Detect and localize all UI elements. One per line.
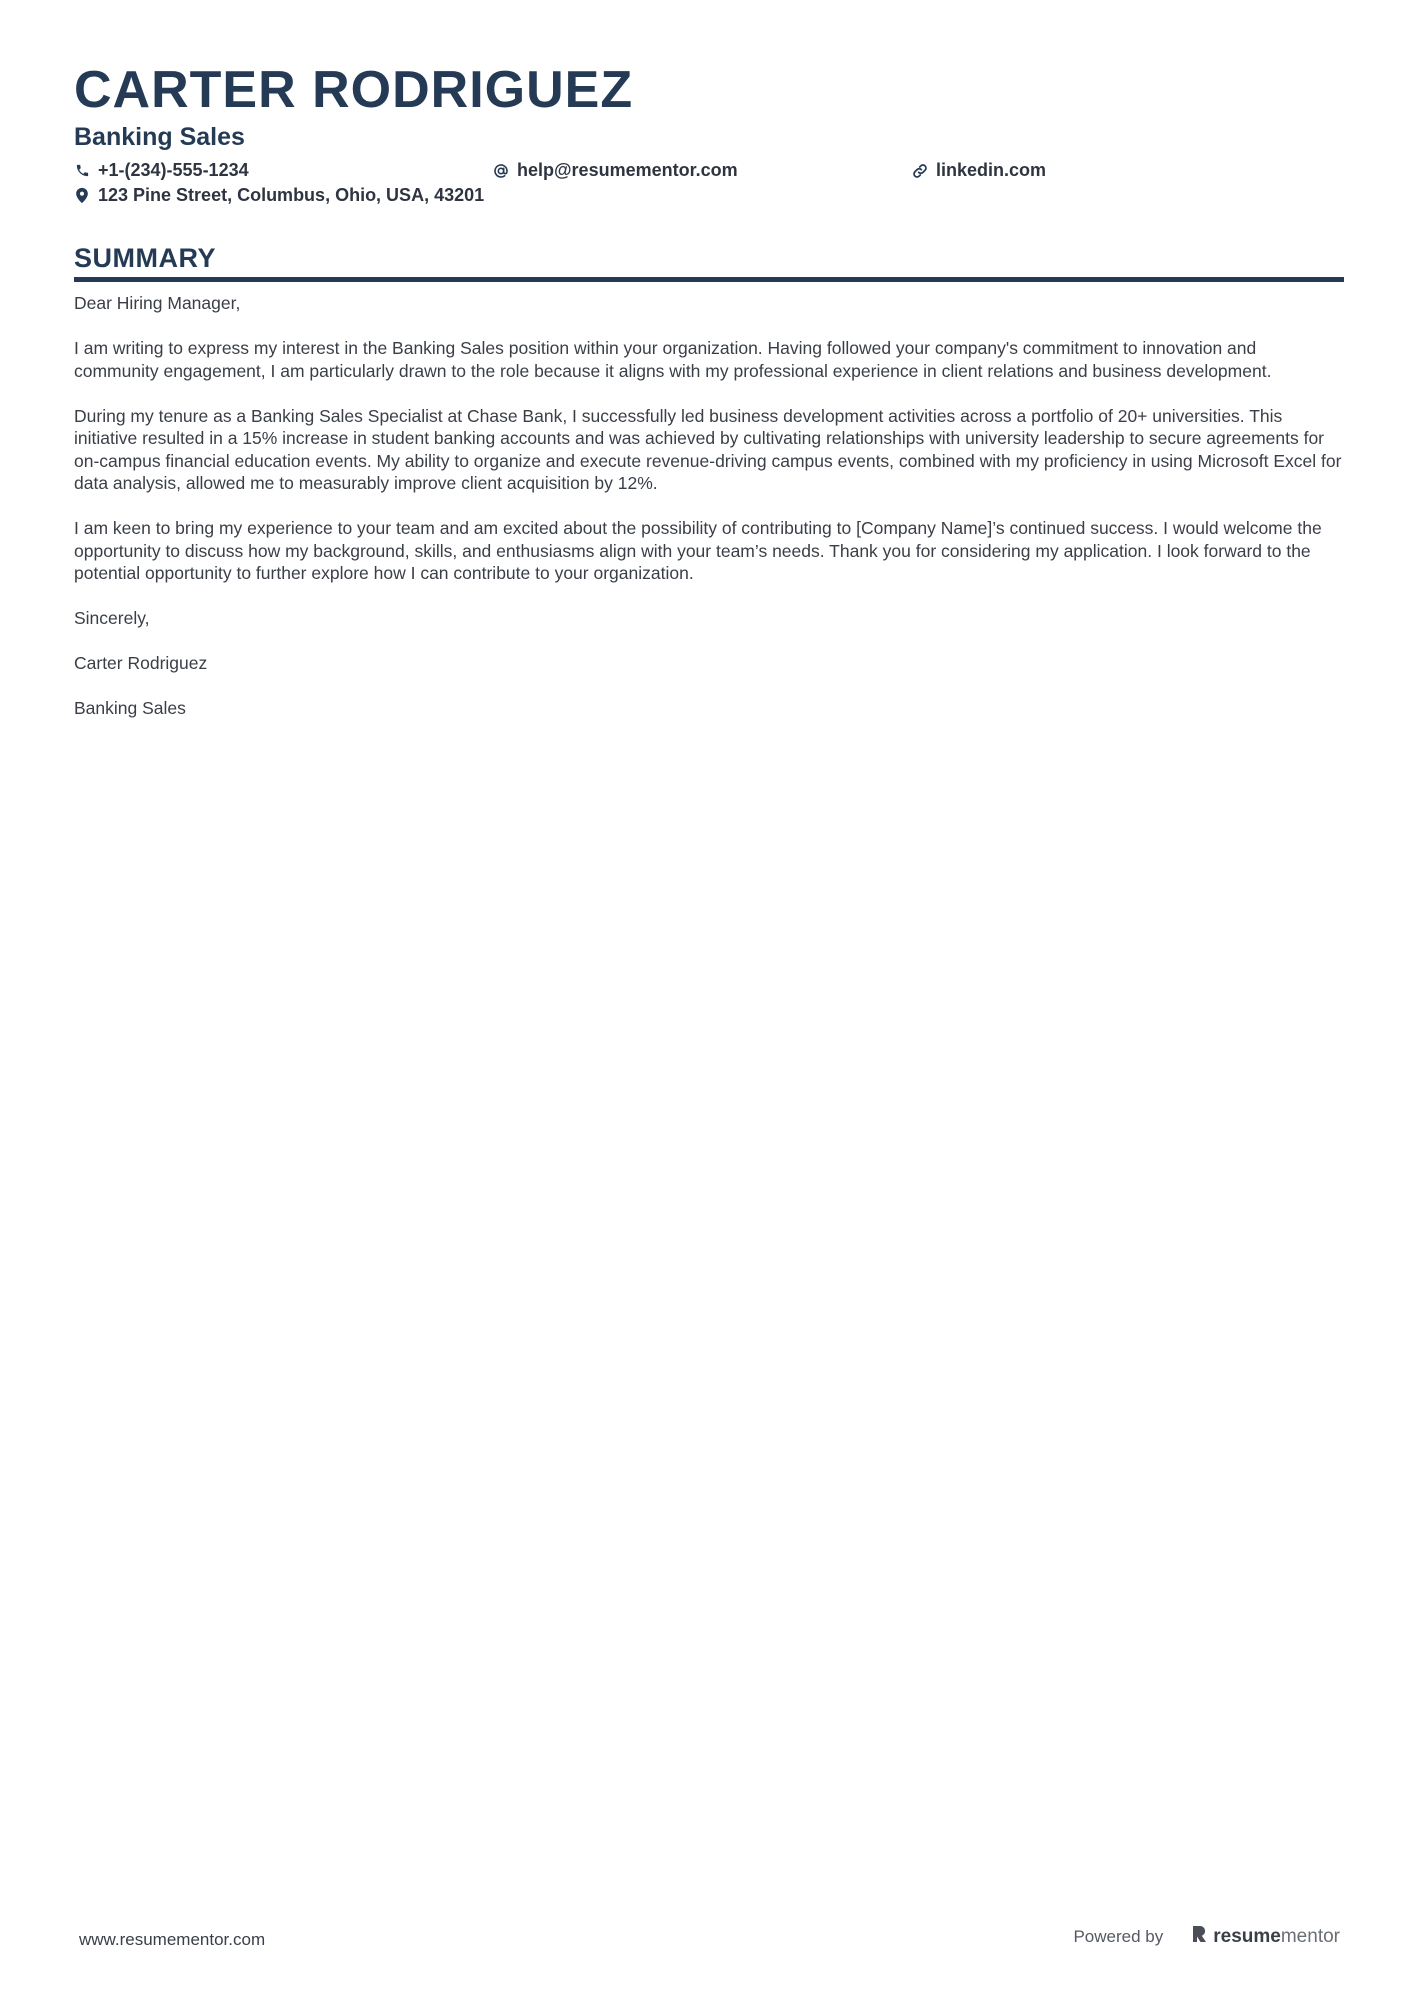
email-text[interactable]: help@resumementor.com — [517, 160, 738, 180]
linkedin-text[interactable]: linkedin.com — [936, 160, 1047, 180]
signature-role: Banking Sales — [74, 698, 186, 718]
contact-address — [74, 185, 484, 206]
footer-website[interactable]: www.resumementor.com — [79, 1930, 266, 1949]
footer-powered-by — [1073, 1924, 1340, 1950]
contact-email — [493, 160, 912, 181]
candidate-role: Banking Sales — [74, 123, 245, 151]
phone-text[interactable]: +1-(234)-555-1234 — [98, 160, 249, 180]
contact-row-2 — [74, 183, 1344, 208]
contact-linkedin — [912, 160, 1046, 181]
candidate-name: CARTER RODRIGUEZ — [74, 61, 634, 119]
brand-name-bold: resume — [1213, 1926, 1281, 1947]
powered-by-label: Powered by — [1073, 1927, 1164, 1946]
signature-name: Carter Rodriguez — [74, 653, 208, 673]
contact-row-1 — [74, 158, 1344, 183]
link-icon — [912, 163, 928, 179]
letter-closing: Sincerely, — [74, 608, 150, 628]
brand-logo[interactable] — [1191, 1924, 1340, 1950]
letter-paragraph: During my tenure as a Banking Sales Specialist at Chase Bank, I successfully led business development activities across a portfolio of 20+ universities. This initiative resulted in a 15% increase in student banking accounts and was achieved by cultivating relationships with university leadership to secure agreements for on-campus financial education events. My ability to organize and execute revenue-driving campus events, combined with my proficiency in using Microsoft Excel for data analysis, allowed me to measurably improve client acquisition by 12%. — [74, 405, 1342, 493]
location-pin-icon — [74, 188, 90, 204]
brand-mark-icon — [1191, 1924, 1207, 1950]
section-title-summary: SUMMARY — [74, 243, 216, 273]
address-text: 123 Pine Street, Columbus, Ohio, USA, 43201 — [98, 185, 485, 205]
at-icon — [493, 163, 509, 179]
brand-name-light: mentor — [1280, 1926, 1340, 1947]
cover-letter-page — [74, 58, 1344, 742]
letter-body — [74, 292, 1344, 720]
phone-icon — [74, 163, 90, 179]
contact-phone — [74, 160, 493, 181]
letter-greeting: Dear Hiring Manager, — [74, 293, 241, 313]
letter-paragraph: I am writing to express my interest in the Banking Sales position within your organization. Having followed your company's commitment to innovation and community engagement, I am particularly drawn to the role because it aligns with my professional experience in client relations and business development. — [74, 338, 1272, 381]
section-divider — [74, 277, 1344, 282]
letter-paragraph: I am keen to bring my experience to your team and am excited about the possibility of contributing to [Company Name]’s continued success. I would welcome the opportunity to discuss how my background, skills, and enthusiasms align with your team’s needs. Thank you for considering my application. I look forward to the potential opportunity to further explore how I can contribute to your organization. — [74, 518, 1322, 583]
